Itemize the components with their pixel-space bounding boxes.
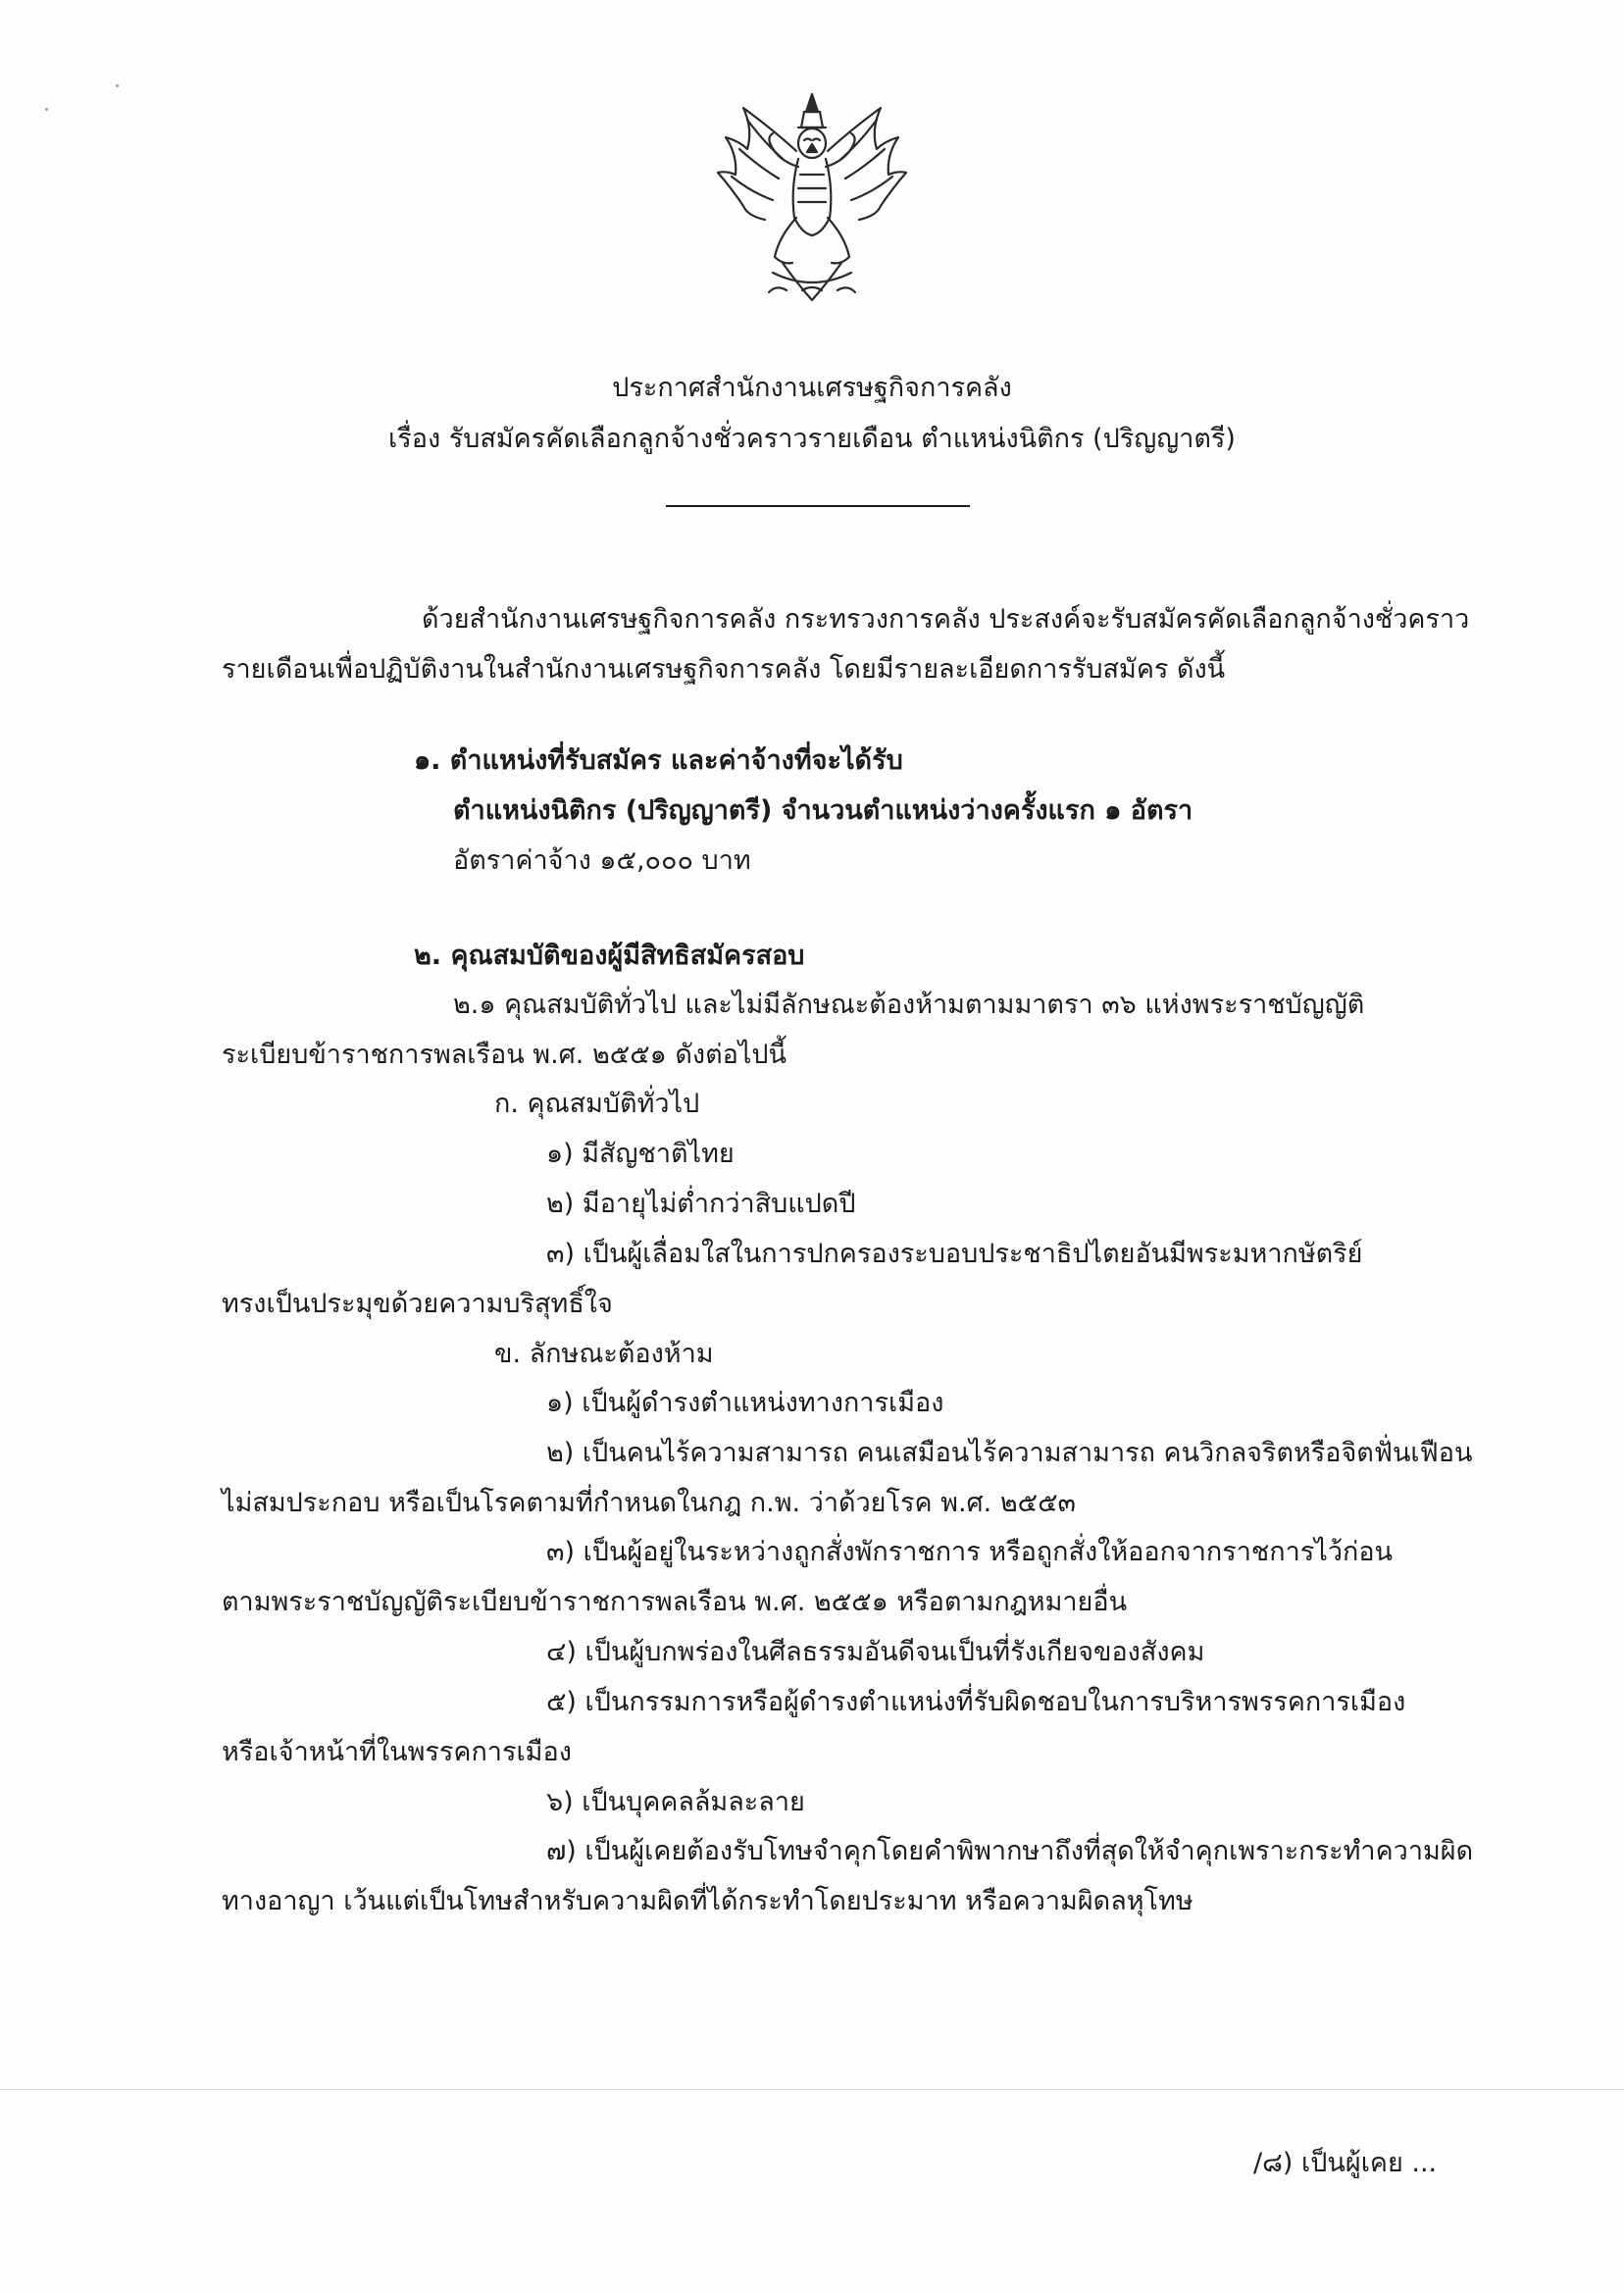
page-bottom-rule: [0, 2089, 1624, 2090]
scan-speck: [45, 108, 48, 111]
group-b-item-2-line-2: ไม่สมประกอบ หรือเป็นโรคตามที่กำหนดในกฎ ก.พ. ว่าด้วยโรค พ.ศ. ๒๕๕๓: [222, 1488, 1076, 1518]
group-b-item-3-line-1: ๓) เป็นผู้อยู่ในระหว่างถูกสั่งพักราชการ หรือถูกสั่งให้ออกจากราชการไว้ก่อน: [546, 1537, 1394, 1567]
group-a-item-3-line-2: ทรงเป็นประมุขด้วยความบริสุทธิ์ใจ: [222, 1289, 613, 1319]
section-1-position: ตำแหน่งนิติกร (ปริญญาตรี) จำนวนตำแหน่งว่างครั้งแรก ๑ อัตรา: [453, 795, 1193, 826]
group-b-item-5-line-1: ๕) เป็นกรรมการหรือผู้ดำรงตำแหน่งที่รับผิดชอบในการบริหารพรรคการเมือง: [546, 1687, 1406, 1717]
section-2-1-line-1: ๒.๑ คุณสมบัติทั่วไป และไม่มีลักษณะต้องห้ามตามมาตรา ๓๖ แห่งพระราชบัญญัติ: [453, 990, 1365, 1020]
section-2-heading: ๒. คุณสมบัติของผู้มีสิทธิสมัครสอบ: [414, 941, 805, 971]
scan-speck: [116, 84, 119, 87]
group-a-item-3-line-1: ๓) เป็นผู้เลื่อมใสในการปกครองระบอบประชาธิปไตยอันมีพระมหากษัตริย์: [546, 1239, 1363, 1269]
group-a-title: ก. คุณสมบัติทั่วไป: [494, 1089, 700, 1119]
section-1-heading: ๑. ตำแหน่งที่รับสมัคร และค่าจ้างที่จะได้รับ: [414, 745, 903, 776]
intro-line-2: รายเดือนเพื่อปฏิบัติงานในสำนักงานเศรษฐกิจการคลัง โดยมีรายละเอียดการรับสมัคร ดังนี้: [222, 654, 1226, 685]
group-b-item-7-line-2: ทางอาญา เว้นแต่เป็นโทษสำหรับความผิดที่ได้กระทำโดยประมาท หรือความผิดลหุโทษ: [222, 1886, 1193, 1916]
announcement-subject: เรื่อง รับสมัครคัดเลือกลูกจ้างชั่วคราวรายเดือน ตำแหน่งนิติกร (ปริญญาตรี): [388, 424, 1236, 454]
group-b-item-5-line-2: หรือเจ้าหน้าที่ในพรรคการเมือง: [222, 1737, 572, 1767]
page-continuation: /๘) เป็นผู้เคย ...: [1253, 2148, 1438, 2178]
group-b-item-4: ๔) เป็นผู้บกพร่องในศีลธรรมอันดีจนเป็นที่รังเกียจของสังคม: [546, 1637, 1205, 1667]
group-a-item-1: ๑) มีสัญชาติไทย: [546, 1139, 735, 1169]
garuda-emblem-icon: [714, 90, 910, 308]
section-2-1-line-2: ระเบียบข้าราชการพลเรือน พ.ศ. ๒๕๕๑ ดังต่อไปนี้: [222, 1040, 787, 1070]
group-b-title: ข. ลักษณะต้องห้าม: [494, 1339, 714, 1369]
group-b-item-3-line-2: ตามพระราชบัญญัติระเบียบข้าราชการพลเรือน พ.ศ. ๒๕๕๑ หรือตามกฎหมายอื่น: [222, 1587, 1128, 1617]
group-b-item-2-line-1: ๒) เป็นคนไร้ความสามารถ คนเสมือนไร้ความสามารถ คนวิกลจริตหรือจิตฟั่นเฟือน: [546, 1438, 1473, 1468]
group-b-item-7-line-1: ๗) เป็นผู้เคยต้องรับโทษจำคุกโดยคำพิพากษาถึงที่สุดให้จำคุกเพราะกระทำความผิด: [546, 1836, 1474, 1866]
intro-line-1: ด้วยสำนักงานเศรษฐกิจการคลัง กระทรวงการคลัง ประสงค์จะรับสมัครคัดเลือกลูกจ้างชั่วคราว: [422, 604, 1470, 635]
group-b-item-1: ๑) เป็นผู้ดำรงตำแหน่งทางการเมือง: [546, 1388, 944, 1418]
announcement-issuer: ประกาศสำนักงานเศรษฐกิจการคลัง: [612, 373, 1012, 403]
group-b-item-6: ๖) เป็นบุคคลล้มละลาย: [546, 1787, 805, 1817]
title-divider: [666, 505, 970, 507]
group-a-item-2: ๒) มีอายุไม่ต่ำกว่าสิบแปดปี: [546, 1189, 856, 1219]
section-1-salary: อัตราค่าจ้าง ๑๕,๐๐๐ บาท: [453, 845, 751, 876]
